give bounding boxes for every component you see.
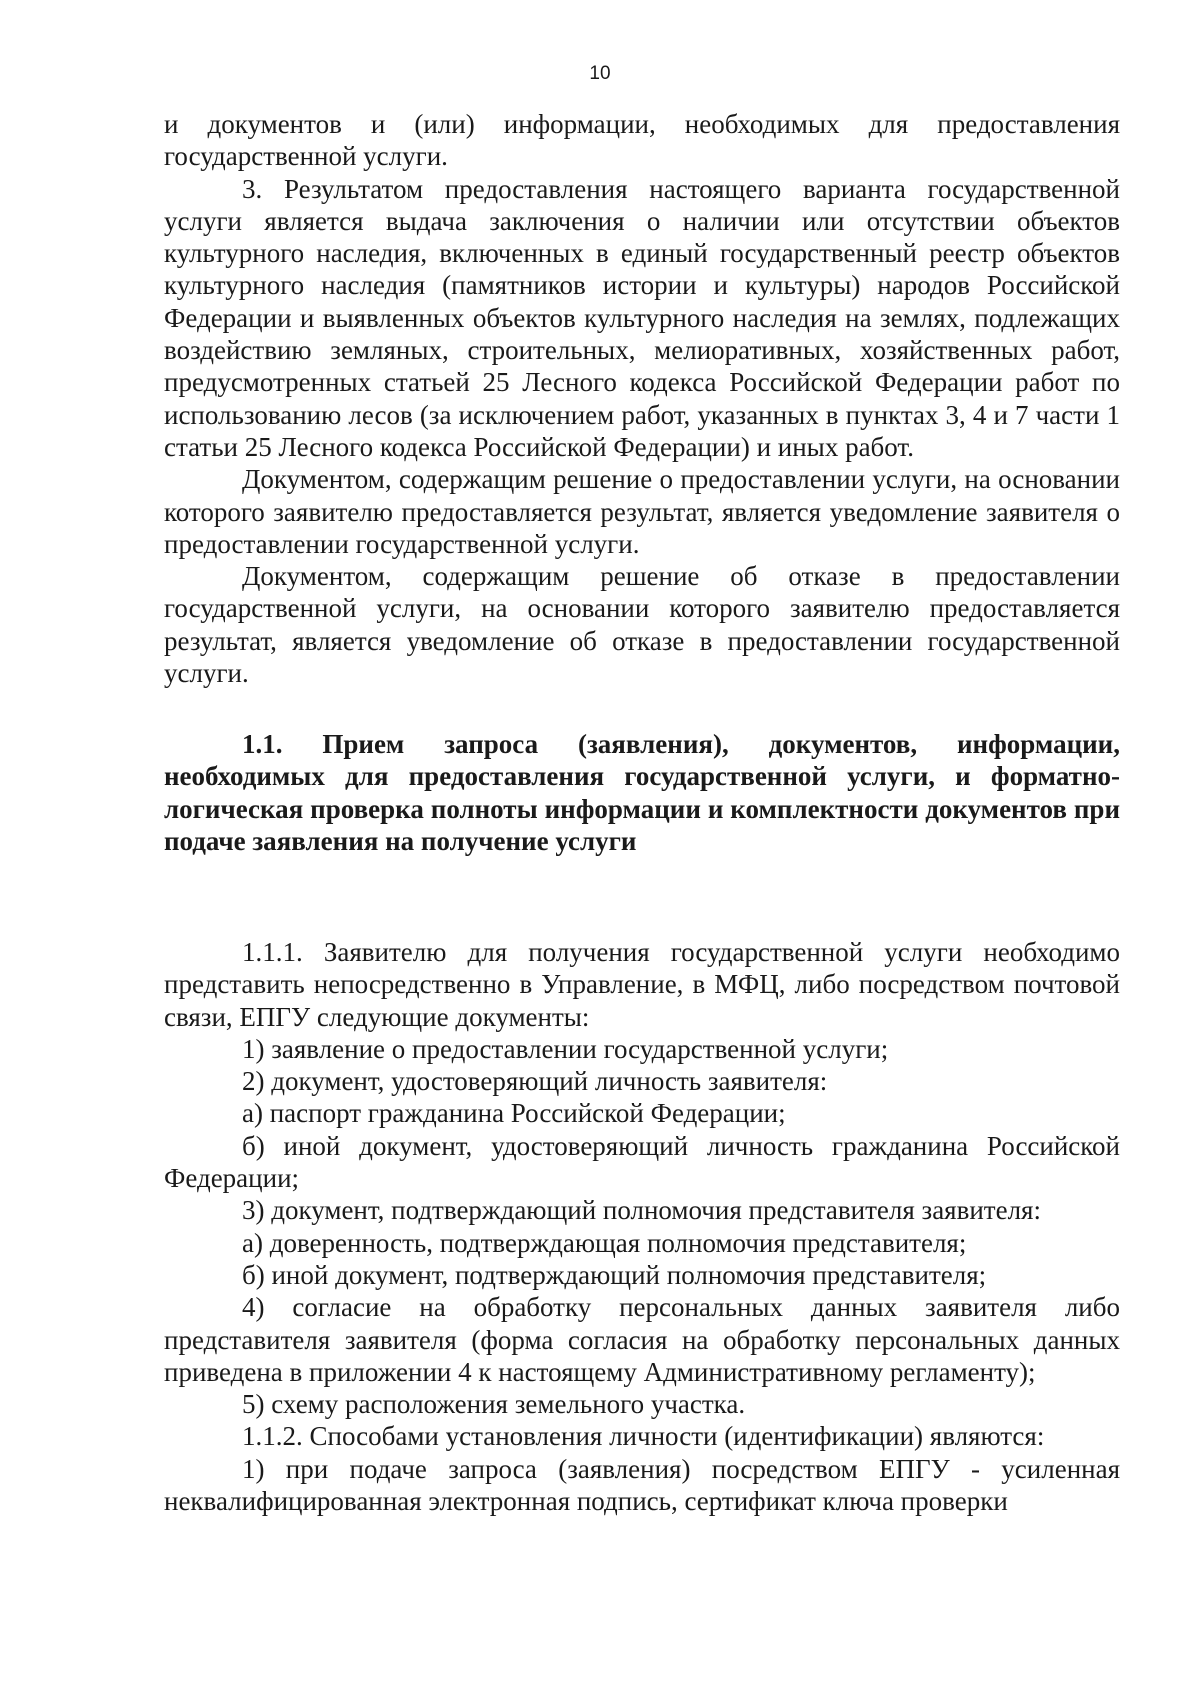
body-text-bottom (164, 936, 1120, 1517)
paragraph-1-1-2-item-1: 1) при подаче запроса (заявления) посредством ЕПГУ - усиленная неквалифицированная электронная подпись, сертификат ключа проверки (164, 1453, 1120, 1517)
body-text-top (164, 108, 1120, 689)
paragraph-1-1-1: 1.1.1. Заявителю для получения государственной услуги необходимо представить непосредственно в Управление, в МФЦ, либо посредством почтовой связи, ЕПГУ следующие документы: (164, 937, 1120, 1032)
list-item-2a: а) паспорт гражданина Российской Федерации; (242, 1098, 786, 1129)
list-item-5: 5) схему расположения земельного участка. (242, 1389, 746, 1420)
list-item-3a: а) доверенность, подтверждающая полномочия представителя; (242, 1227, 967, 1258)
paragraph-1-1-2: 1.1.2. Способами установления личности (идентификации) являются: (242, 1421, 1045, 1452)
list-item-2b: б) иной документ, удостоверяющий личность гражданина Российской Федерации; (164, 1130, 1120, 1194)
section-heading: 1.1. Прием запроса (заявления), документов, информации, необходимых для предоставления государственной услуги, и форматно-логическая проверка полноты информации и комплектности документов при подаче заявления на получение услуги (164, 729, 1120, 856)
list-item-3: 3) документ, подтверждающий полномочия представителя заявителя: (242, 1195, 1041, 1226)
list-item-2: 2) документ, удостоверяющий личность заявителя: (242, 1066, 828, 1097)
section-heading-block (164, 728, 1120, 857)
paragraph-doc-positive: Документом, содержащим решение о предоставлении услуги, на основании которого заявителю предоставляется результат, является уведомление заявителя о предоставлении государственной услуги. (164, 464, 1120, 559)
list-item-3b: б) иной документ, подтверждающий полномочия представителя; (242, 1259, 987, 1290)
paragraph-doc-negative: Документом, содержащим решение об отказе в предоставлении государственной услуги, на основании которого заявителю предоставляется результат, является уведомление об отказе в предоставлении государственной услуги. (164, 561, 1120, 689)
list-item-4: 4) согласие на обработку персональных данных заявителя либо представителя заявителя (форма согласия на обработку персональных данных приведена в приложении 4 к настоящему Административному регламенту); (164, 1292, 1120, 1387)
paragraph-continued: и документов и (или) информации, необходимых для предоставления государственной услуги. (164, 109, 1120, 172)
page-number: 10 (589, 63, 611, 84)
list-item-1: 1) заявление о предоставлении государственной услуги; (242, 1033, 889, 1064)
paragraph-result: 3. Результатом предоставления настоящего варианта государственной услуги является выдача заключения о наличии или отсутствии объектов культурного наследия, включенных в единый государственный реестр объектов культурного наследия (памятников истории и культуры) народов Российской Федерации и выявленных объектов культурного наследия на землях, подлежащих воздействию земляных, строительных, мелиоративных, хозяйственных работ, предусмотренных статьей 25 Лесного кодекса Российской Федерации работ по использованию лесов (за исключением работ, указанных в пунктах 3, 4 и 7 части 1 статьи 25 Лесного кодекса Российской Федерации) и иных работ. (164, 173, 1120, 462)
